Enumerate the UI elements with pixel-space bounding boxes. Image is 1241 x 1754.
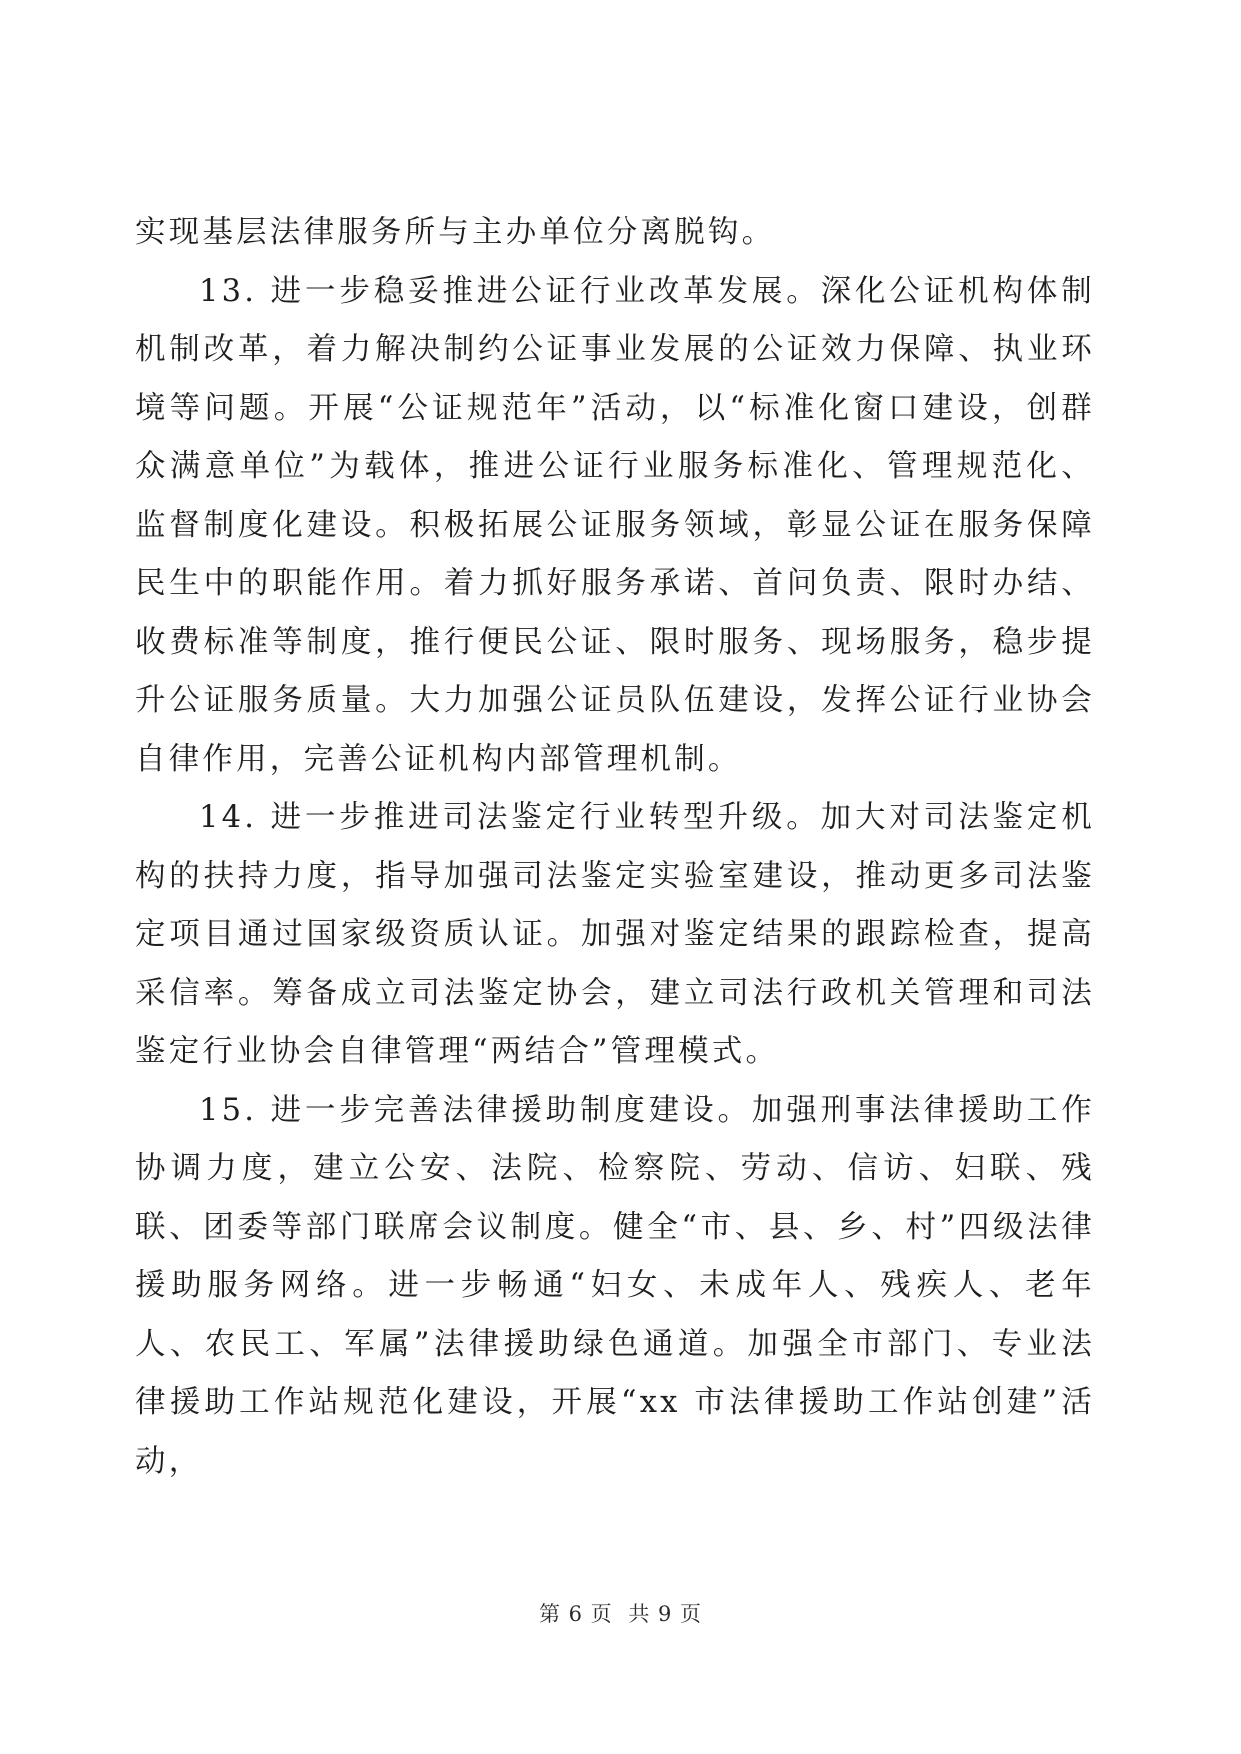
- page-footer: [0, 1598, 1241, 1628]
- paragraph-item-15: 15. 进一步完善法律援助制度建设。加强刑事法律援助工作协调力度，建立公安、法院、检察院、劳动、信访、妇联、残联、团委等部门联席会议制度。健全“市、县、乡、村”四级法律援助服务网络。进一步畅通“妇女、未成年人、残疾人、老年人、农民工、军属”法律援助绿色通道。加强全市部门、专业法律援助工作站规范化建设，开展“xx 市法律援助工作站创建”活动，: [135, 1092, 1095, 1479]
- page-total: 共 9 页: [628, 1602, 703, 1626]
- paragraph-item-14: 14. 进一步推进司法鉴定行业转型升级。加大对司法鉴定机构的扶持力度，指导加强司法鉴定实验室建设，推动更多司法鉴定项目通过国家级资质认证。加强对鉴定结果的跟踪检查，提高采信率。筹备成立司法鉴定协会，建立司法行政机关管理和司法鉴定行业协会自律管理“两结合”管理模式。: [135, 800, 1095, 1069]
- page-number: 第 6 页: [538, 1602, 613, 1626]
- document-body: [135, 204, 1095, 1491]
- paragraph-item-13: 13. 进一步稳妥推进公证行业改革发展。深化公证机构体制机制改革，着力解决制约公证事业发展的公证效力保障、执业环境等问题。开展“公证规范年”活动，以“标准化窗口建设，创群众满意单位”为载体，推进公证行业服务标准化、管理规范化、监督制度化建设。积极拓展公证服务领域，彰显公证在服务保障民生中的职能作用。着力抓好服务承诺、首问负责、限时办结、收费标准等制度，推行便民公证、限时服务、现场服务，稳步提升公证服务质量。大力加强公证员队伍建设，发挥公证行业协会自律作用，完善公证机构内部管理机制。: [135, 273, 1095, 777]
- paragraph-continuation: 实现基层法律服务所与主办单位分离脱钩。: [135, 215, 776, 250]
